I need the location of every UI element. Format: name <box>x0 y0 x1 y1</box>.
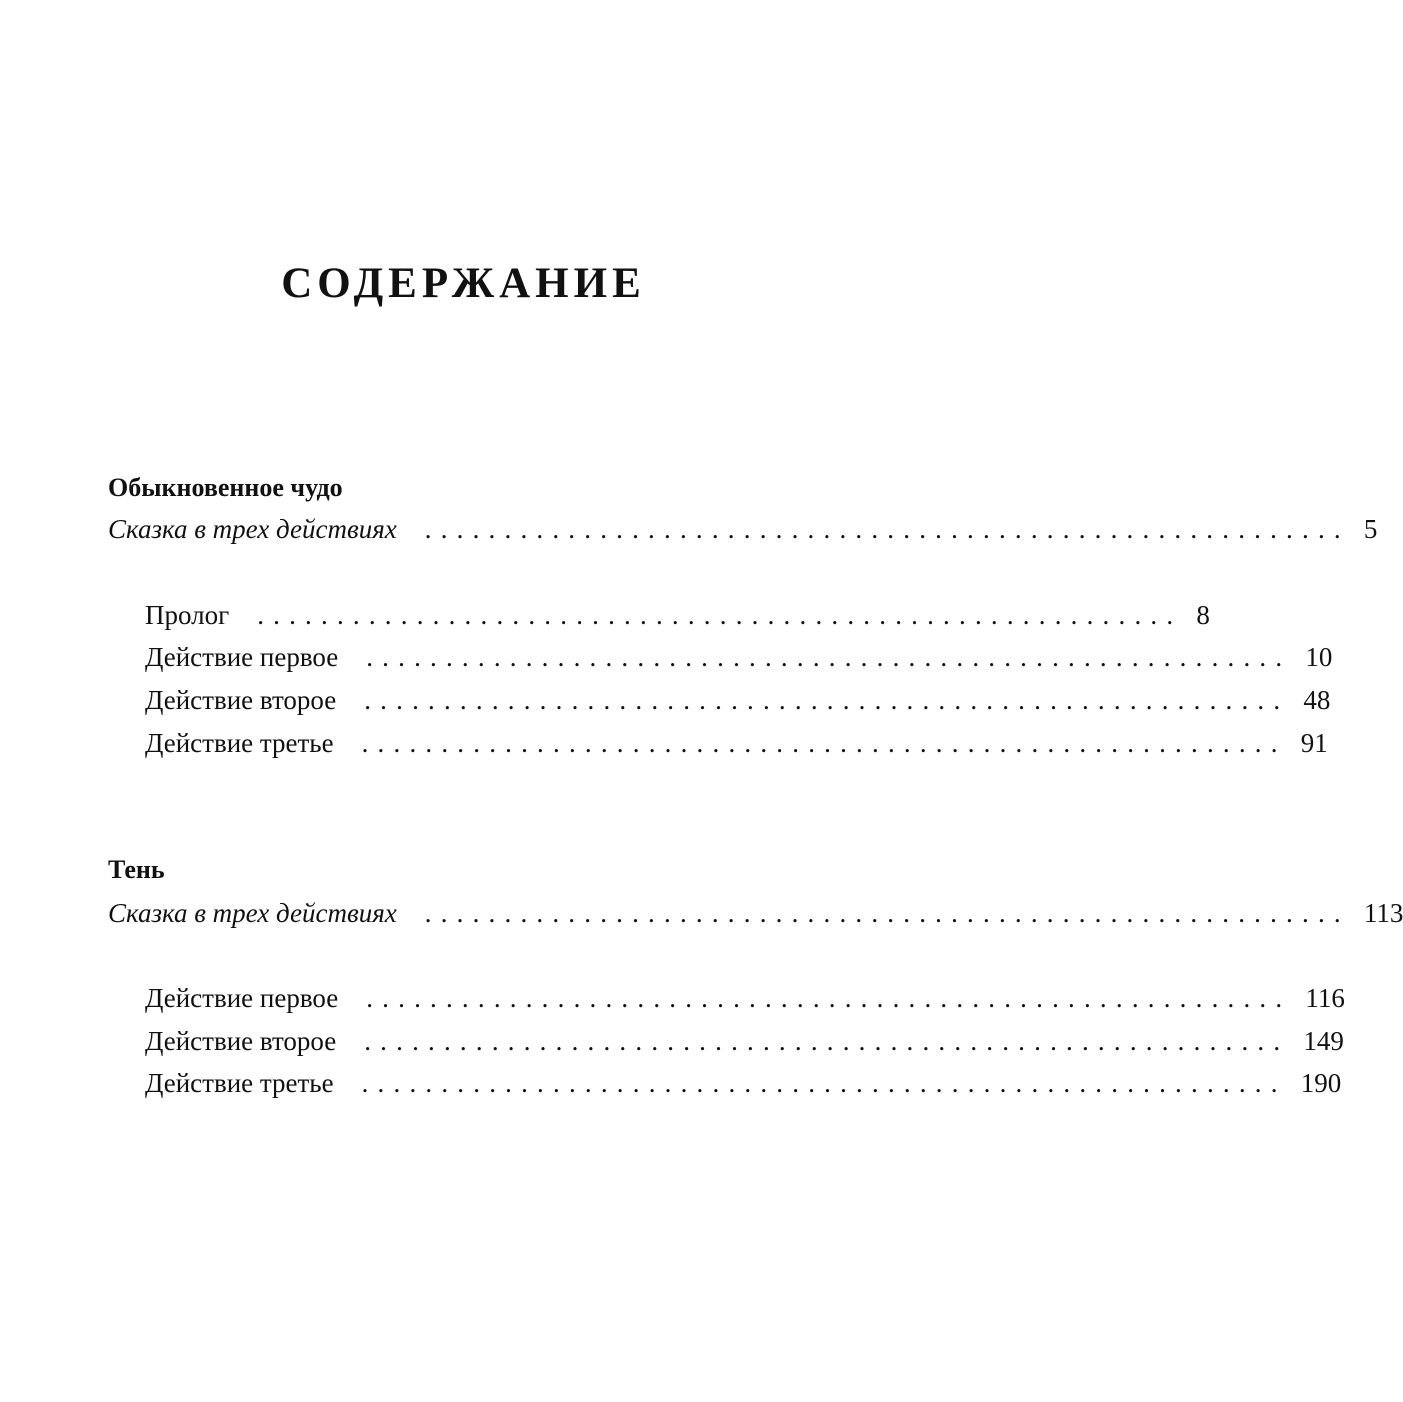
toc-entry[interactable] <box>145 981 1345 1015</box>
dot-leader: .......................................................... <box>361 1068 1287 1098</box>
dot-leader: .......................................................... <box>424 514 1350 544</box>
dot-leader: .......................................................... <box>361 728 1287 758</box>
toc-entry-label: Сказка в трех действиях <box>108 898 397 928</box>
toc-entry[interactable] <box>145 1024 1344 1058</box>
toc-entry[interactable] <box>145 683 1331 717</box>
toc-entry[interactable] <box>145 640 1333 674</box>
toc-entry[interactable] <box>145 598 1210 632</box>
dot-leader: .......................................................... <box>257 600 1183 630</box>
toc-entry-page: 149 <box>1303 1026 1344 1056</box>
page-title: СОДЕРЖАНИЕ <box>281 260 646 307</box>
toc-entry-label: Действие второе <box>145 1026 337 1056</box>
dot-leader: .......................................................... <box>424 898 1350 928</box>
toc-entry-label: Действие второе <box>145 685 337 715</box>
dot-leader: .......................................................... <box>366 642 1292 672</box>
toc-entry-page: 48 <box>1303 685 1331 715</box>
toc-entry-page: 113 <box>1363 898 1403 928</box>
toc-entry-page: 10 <box>1305 642 1333 672</box>
dot-leader: .......................................................... <box>366 983 1292 1013</box>
toc-entry[interactable] <box>145 726 1328 760</box>
toc-entry-label: Действие первое <box>145 983 339 1013</box>
toc-entry-label: Действие третье <box>145 1068 334 1098</box>
toc-entry-label: Сказка в трех действиях <box>108 514 397 544</box>
section-heading: Обыкновенное чудо <box>108 473 343 502</box>
toc-entry-page: 8 <box>1196 600 1210 630</box>
toc-entry-subtitle[interactable] <box>108 896 1403 930</box>
toc-entry-subtitle[interactable] <box>108 512 1378 546</box>
toc-entry-page: 5 <box>1363 514 1378 544</box>
toc-entry[interactable] <box>145 1066 1342 1100</box>
toc-entry-page: 116 <box>1305 983 1345 1013</box>
toc-entry-label: Пролог <box>145 600 230 630</box>
dot-leader: .......................................................... <box>364 1026 1290 1056</box>
toc-entry-label: Действие третье <box>145 728 334 758</box>
toc-entry-label: Действие первое <box>145 642 339 672</box>
dot-leader: .......................................................... <box>364 685 1290 715</box>
toc-entry-page: 190 <box>1300 1068 1342 1098</box>
section-heading: Тень <box>108 855 165 884</box>
toc-entry-page: 91 <box>1300 728 1328 758</box>
